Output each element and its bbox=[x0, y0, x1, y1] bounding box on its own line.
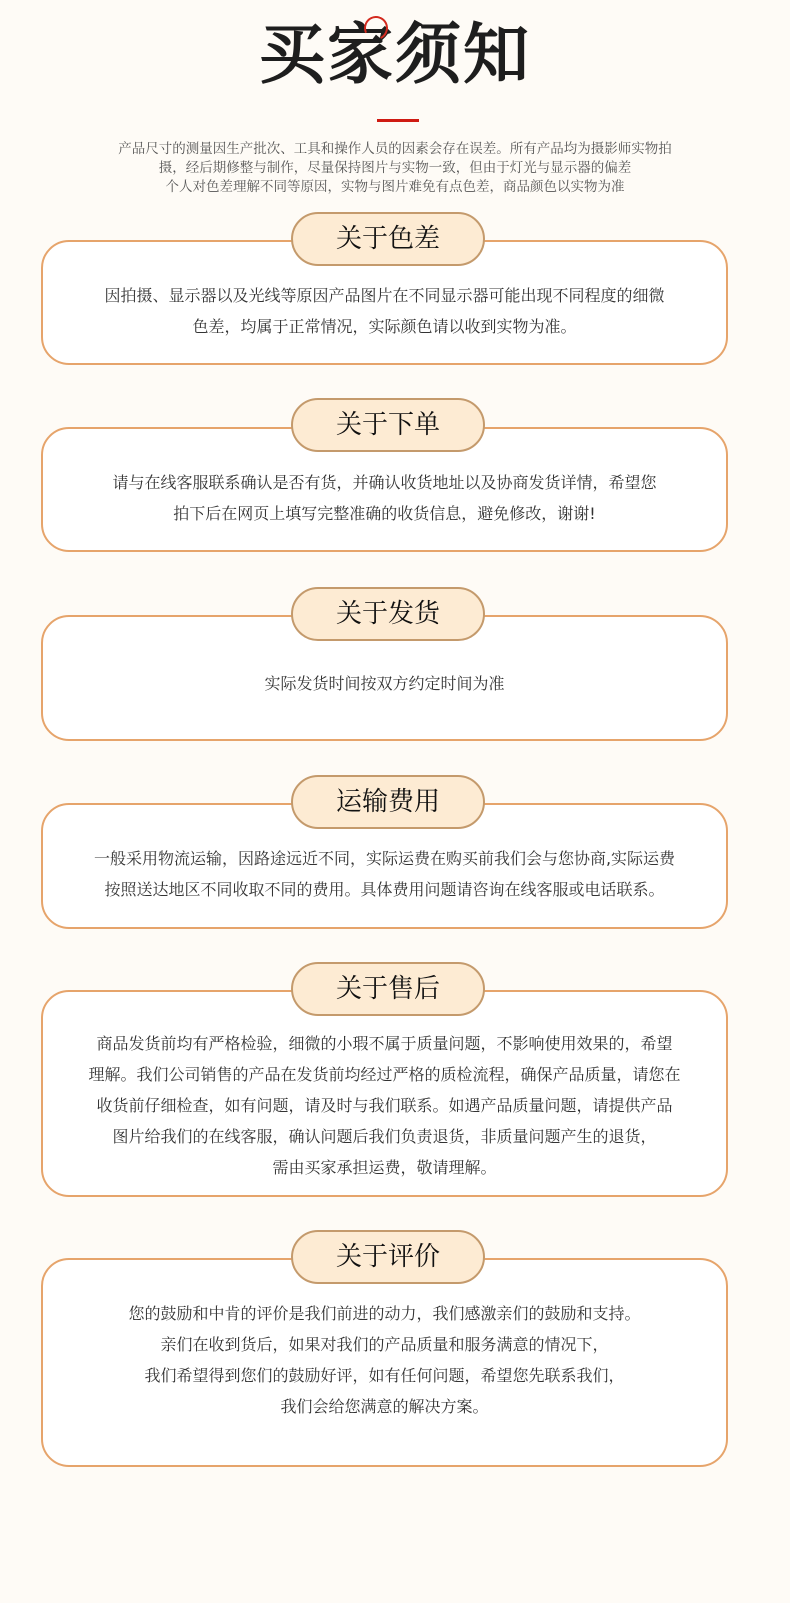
intro-text bbox=[60, 140, 730, 197]
section-title-ordering: 关于下单 bbox=[291, 398, 485, 452]
section-title-shipping: 关于发货 bbox=[291, 587, 485, 641]
body-line: 按照送达地区不同收取不同的费用。具体费用问题请咨询在线客服或电话联系。 bbox=[104, 880, 665, 899]
body-line: 实际发货时间按双方约定时间为准 bbox=[264, 674, 505, 693]
body-line: 拍下后在网页上填写完整准确的收货信息，避免修改，谢谢! bbox=[173, 504, 596, 523]
intro-line: 摄，经后期修整与制作，尽量保持图片与实物一致，但由于灯光与显示器的偏差 bbox=[158, 160, 632, 176]
body-line: 我们会给您满意的解决方案。 bbox=[280, 1397, 489, 1416]
section-body bbox=[43, 843, 726, 905]
section-title-freight: 运输费用 bbox=[291, 775, 485, 829]
body-line: 色差，均属于正常情况，实际颜色请以收到实物为准。 bbox=[192, 317, 577, 336]
body-line: 商品发货前均有严格检验，细微的小瑕不属于质量问题，不影响使用效果的，希望 bbox=[96, 1034, 673, 1053]
body-line: 请与在线客服联系确认是否有货，并确认收货地址以及协商发货详情，希望您 bbox=[112, 473, 657, 492]
body-line: 您的鼓励和中肯的评价是我们前进的动力，我们感激亲们的鼓励和支持。 bbox=[128, 1304, 641, 1323]
section-title-after-sales: 关于售后 bbox=[291, 962, 485, 1016]
section-body bbox=[43, 1028, 726, 1183]
body-line: 我们希望得到您们的鼓励好评，如有任何问题，希望您先联系我们， bbox=[144, 1366, 625, 1385]
body-line: 需由买家承担运费，敬请理解。 bbox=[272, 1158, 497, 1177]
section-body bbox=[43, 280, 726, 342]
section-title-color-difference: 关于色差 bbox=[291, 212, 485, 266]
body-line: 因拍摄、显示器以及光线等原因产品图片在不同显示器可能出现不同程度的细微 bbox=[104, 286, 665, 305]
body-line: 理解。我们公司销售的产品在发货前均经过严格的质检流程，确保产品质量，请您在 bbox=[88, 1065, 681, 1084]
section-title-reviews: 关于评价 bbox=[291, 1230, 485, 1284]
section-card-reviews bbox=[41, 1258, 728, 1467]
intro-line: 产品尺寸的测量因生产批次、工具和操作人员的因素会存在误差。所有产品均为摄影师实物拍 bbox=[118, 141, 672, 157]
body-line: 一般采用物流运输，因路途远近不同，实际运费在购买前我们会与您协商,实际运费 bbox=[93, 849, 676, 868]
section-body bbox=[43, 467, 726, 529]
section-body bbox=[43, 668, 726, 699]
title-divider bbox=[377, 119, 419, 122]
section-card-after-sales bbox=[41, 990, 728, 1197]
page-title: 买家须知 bbox=[259, 15, 531, 93]
section-body bbox=[43, 1298, 726, 1422]
intro-line: 个人对色差理解不同等原因，实物与图片难免有点色差，商品颜色以实物为准 bbox=[165, 179, 625, 195]
body-line: 收货前仔细检查，如有问题，请及时与我们联系。如遇产品质量问题，请提供产品 bbox=[96, 1096, 673, 1115]
body-line: 亲们在收到货后，如果对我们的产品质量和服务满意的情况下， bbox=[160, 1335, 609, 1354]
body-line: 图片给我们的在线客服，确认问题后我们负责退货，非质量问题产生的退货， bbox=[112, 1127, 657, 1146]
